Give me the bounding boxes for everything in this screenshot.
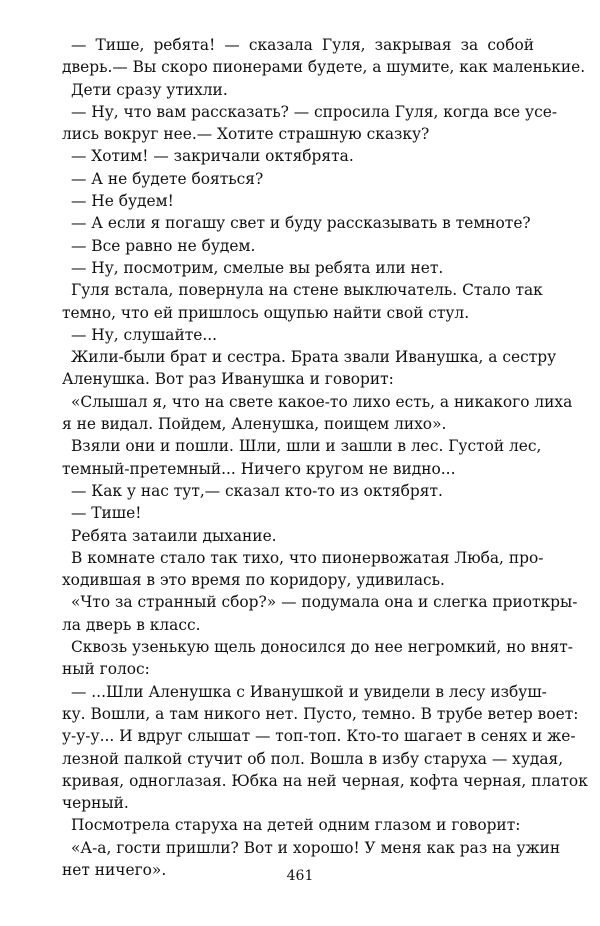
text-line: Взяли они и пошли. Шли, шли и зашли в лес. Густой лес,: [71, 437, 542, 456]
text-line: ку. Вошли, а там никого нет. Пусто, темно. В трубе ветер воет:: [62, 704, 579, 723]
text-line: ла дверь в класс.: [62, 615, 201, 634]
text-line: — Тише!: [71, 504, 142, 523]
book-page-text: [62, 34, 588, 881]
text-line: «А-а, гости пришли? Вот и хорошо! У меня как раз на ужин: [71, 838, 561, 857]
text-line: Гуля встала, повернула на стене выключатель. Стало так: [71, 281, 543, 300]
text-line: кривая, одноглазая. Юбка на ней черная, кофта черная, платок: [62, 771, 588, 790]
text-line: ный голос:: [62, 660, 150, 679]
text-line: — ...Шли Аленушка с Иванушкой и увидели в лесу избуш-: [71, 682, 547, 701]
text-line: дверь.— Вы скоро пионерами будете, а шумите, как маленькие.: [62, 58, 586, 77]
text-line: у-у-у... И вдруг слышат — топ-топ. Кто-то шагает в сенях и же-: [62, 727, 576, 746]
text-line: я не видал. Пойдем, Аленушка, поищем лихо».: [62, 415, 447, 434]
text-line: черный.: [62, 794, 129, 813]
text-line: темный-претемный... Ничего кругом не видно...: [62, 459, 456, 478]
text-line: Сквозь узенькую щель доносился до нее негромкий, но внят-: [71, 638, 573, 657]
text-line: В комнате стало так тихо, что пионервожатая Люба, про-: [71, 548, 544, 567]
text-line: лись вокруг нее.— Хотите страшную сказку?: [62, 125, 430, 144]
text-line: — А если я погашу свет и буду рассказывать в темноте?: [71, 214, 531, 233]
text-line: — Все равно не будем.: [71, 236, 256, 255]
text-line: темно, что ей пришлось ощупью найти свой стул.: [62, 303, 470, 322]
text-line: — Ну, посмотрим, смелые вы ребята или нет.: [71, 258, 444, 277]
text-line: Ребята затаили дыхание.: [71, 526, 277, 545]
page-number: 461: [286, 868, 314, 884]
text-line: — Не будем!: [71, 192, 174, 211]
text-line: — Ну, слушайте...: [71, 325, 218, 344]
text-line: — Ну, что вам рассказать? — спросила Гуля, когда все усе-: [71, 102, 558, 121]
text-line: — Хотим! — закричали октябрята.: [71, 147, 354, 166]
text-line: — Тише, ребята! — сказала Гуля, закрывая за собой: [71, 36, 534, 54]
text-line: «Слышал я, что на свете какое-то лихо есть, а никакого лиха: [71, 392, 573, 411]
text-line: ходившая в это время по коридору, удивилась.: [62, 571, 445, 590]
text-line: «Что за странный сбор?» — подумала она и слегка приоткры-: [71, 593, 578, 612]
text-line: Жили-были брат и сестра. Брата звали Иванушка, а сестру: [71, 348, 557, 367]
text-line: — Как у нас тут,— сказал кто-то из октябрят.: [71, 481, 443, 500]
text-line: Дети сразу утихли.: [71, 80, 228, 99]
text-line: Аленушка. Вот раз Иванушка и говорит:: [62, 370, 394, 389]
text-line: Посмотрела старуха на детей одним глазом и говорит:: [71, 816, 521, 835]
text-line: нет ничего».: [62, 860, 167, 879]
text-line: — А не будете бояться?: [71, 169, 264, 188]
text-line: лезной палкой стучит об пол. Вошла в избу старуха — худая,: [62, 749, 564, 768]
